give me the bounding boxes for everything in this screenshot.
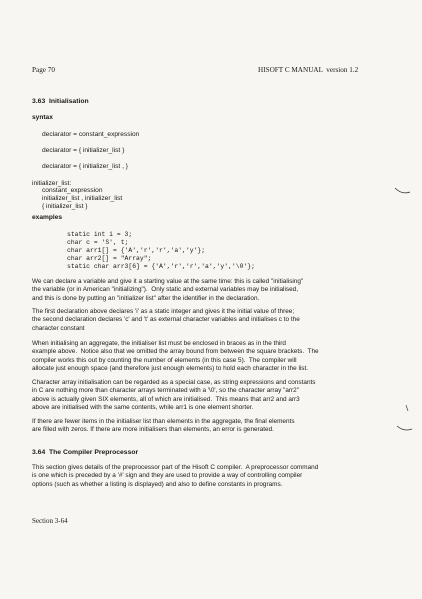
paragraph-line: are filled with zeros. If there are more initialisers than elements, an error is generated. xyxy=(32,426,274,434)
code-line: char c = 'S', t; xyxy=(67,239,129,246)
paragraph-line: the second declaration declares 'c' and 't' as external character variables and initialises c to the xyxy=(32,316,300,324)
paragraph-character-array xyxy=(32,379,394,413)
section-title-preprocessor: 3.64 The Compiler Preprocessor xyxy=(32,449,139,456)
paragraph-line: above are initialised with the same contents, while arr1 is one element shorter. xyxy=(32,404,254,412)
paragraph-line: and this is done by putting an "initializer list" after the identifier in the declaration. xyxy=(32,294,260,302)
initializer-list-line: constant_expression xyxy=(42,187,103,194)
paragraph-line: example above. Notice also that we omitted the array bound from between the square brackets. The xyxy=(32,348,319,356)
syntax-line: declarator = { initializer_list } xyxy=(42,147,125,154)
code-line: char arr1[] = {'A','r','r','a','y'}; xyxy=(67,247,206,254)
paragraph-preprocessor xyxy=(32,464,394,489)
paragraph-line: character constant xyxy=(32,324,85,332)
code-line: static char arr3[6] = {'A','r','r','a','y','\0'}; xyxy=(67,263,255,270)
margin-mark xyxy=(404,404,412,414)
initializer-list-label: initializer_list: xyxy=(32,180,72,187)
paragraph-line: This section gives details of the preprocessor part of the Hisoft C compiler. A preprocessor command xyxy=(32,464,319,471)
margin-mark xyxy=(396,424,414,434)
paragraph-line: The first declaration above declares 'i' as a static integer and gives it the initial value of three; xyxy=(32,308,295,315)
initializer-list-line: initializer_list , initializer_list xyxy=(42,195,123,202)
paragraph-line: If there are fewer items in the initialiser list than elements in the aggregate, the final elements xyxy=(32,418,295,425)
footer-section: Section 3-64 xyxy=(32,517,68,525)
paragraph-aggregate xyxy=(32,340,394,374)
paragraph-line: in C are nothing more than character arrays terminated with a '\0', so the character array "arr2" xyxy=(32,387,299,395)
paragraph-line: is one which is preceded by a '#' sign and they are used to provide a way of controlling compiler xyxy=(32,472,303,480)
examples-label: examples xyxy=(32,214,63,221)
paragraph-line: compiler works this out by counting the number of elements (in this case 5). The compiler will xyxy=(32,356,297,364)
paragraph-line: Character array initialisation can be regarded as a special case, as string expressions and constants xyxy=(32,379,316,386)
code-line: static int i = 3; xyxy=(67,231,133,238)
syntax-line: declarator = { initializer_list , } xyxy=(42,163,128,170)
paragraph-line: above is actually given SIX elements, all of which are initialised. This means that arr2 and arr3 xyxy=(32,395,300,403)
paragraph-declarations xyxy=(32,308,394,333)
paragraph-line: When initialising an aggregate, the initialiser list must be enclosed in braces as in the third xyxy=(32,340,286,347)
paragraph-initialising xyxy=(32,278,394,303)
margin-mark xyxy=(394,186,412,196)
paragraph-line: allocate just enough space (and therefore just enough elements) to hold each character in the list. xyxy=(32,365,309,373)
syntax-line: declarator = constant_expression xyxy=(42,131,140,138)
code-line: char arr2[] = "Array"; xyxy=(67,255,152,262)
syntax-label: syntax xyxy=(32,114,53,121)
initializer-list-line: { initializer_list } xyxy=(42,203,88,210)
section-title-initialisation: 3.63 Initialisation xyxy=(32,98,89,105)
page-number: Page 70 xyxy=(32,66,55,74)
paragraph-line: options (such as whether a listing is displayed) and also to define constants in programs. xyxy=(32,480,283,488)
manual-title: HISOFT C MANUAL version 1.2 xyxy=(258,66,359,74)
paragraph-fewer-items xyxy=(32,418,394,435)
paragraph-line: We can declare a variable and give it a starting value at the same time: this is called "initialising" xyxy=(32,278,304,285)
paragraph-line: the variable (or in American "initializing"). Only static and external variables may be initialised, xyxy=(32,286,298,294)
